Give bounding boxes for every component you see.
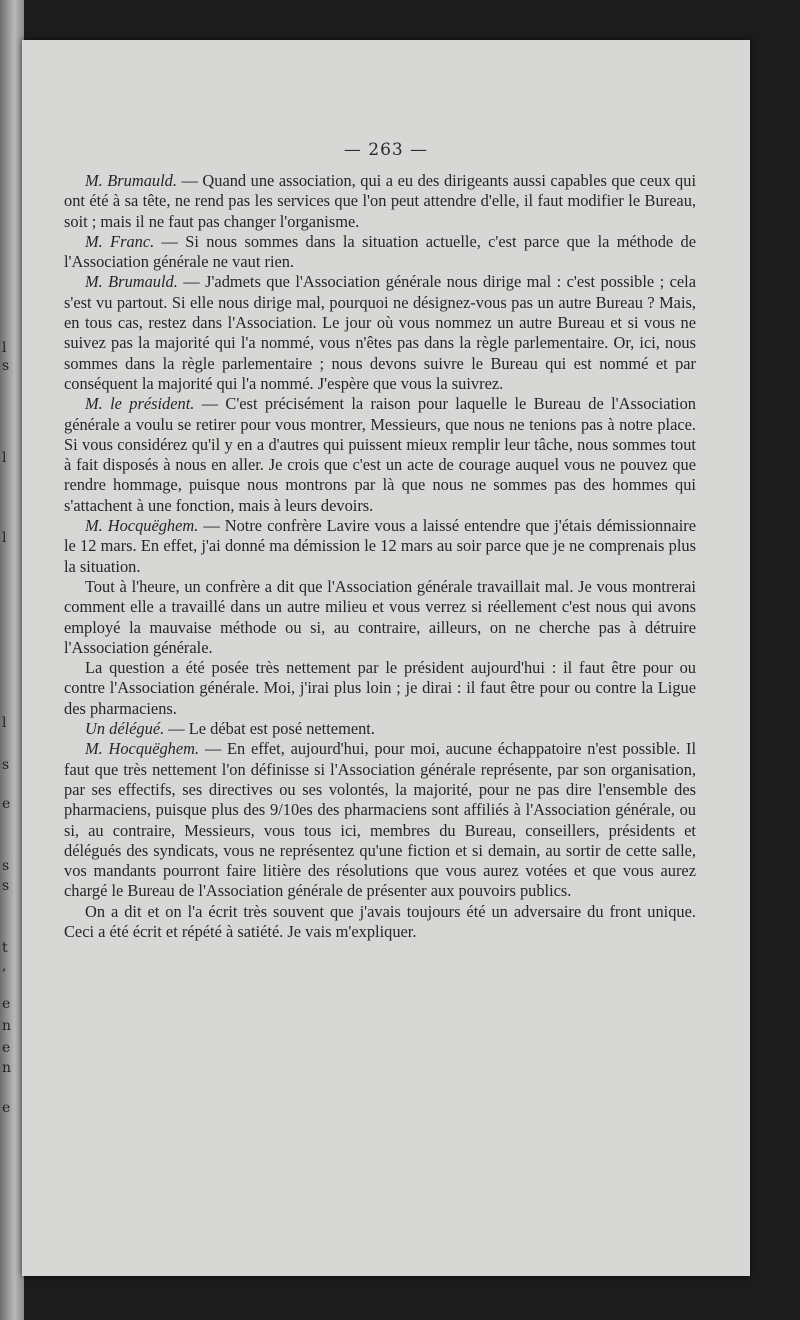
paragraph-text: — C'est précisément la raison pour laquelle le Bureau de l'Association générale a voulu se retirer pour vous montrer, Messieurs, que nous ne tenions pas à notre place. Si vous considérez qu'il y en a d'autres qui puissent mieux remplir leur tâche, nous sommes tout à fait disposés à nous en aller. Je crois que c'est un acte de courage auquel vous ne pouvez que rendre hommage, puisque nous montrons par là que nous ne sommes pas des hommes qui s'attachent à une fonction, mais à leurs devoirs.: [64, 394, 696, 515]
margin-glyph: n: [2, 1018, 12, 1034]
margin-glyph: s: [2, 878, 10, 894]
margin-glyph: s: [2, 358, 10, 374]
margin-glyph: ,: [2, 958, 7, 974]
paragraph-text: Tout à l'heure, un confrère a dit que l'Association générale travaillait mal. Je vous montrerai comment elle a travaillé dans un autre milieu et vous verrez si réellement c'est nous qui avons employé la mauvaise méthode ou si, au contraire, ailleurs, on ne cherche pas à détruire l'Association générale.: [64, 576, 696, 657]
margin-glyph: e: [2, 1100, 11, 1116]
page-number: — 263 —: [343, 140, 429, 160]
body-text: [64, 171, 696, 942]
paragraph: [64, 272, 696, 394]
speaker-name: M. Hocquëghem.: [85, 739, 200, 759]
paragraph: [64, 171, 696, 232]
book-page: [22, 40, 750, 1276]
speaker-name: M. le président.: [85, 394, 195, 414]
paragraph-text: — J'admets que l'Association générale nous dirige mal : c'est possible ; cela s'est vu partout. Si elle nous dirige mal, pourquoi ne désignez-vous pas un autre Bureau ? Mais, en tous cas, restez dans l'Association. Le jour où vous nommez un autre Bureau et si vous ne suivez pas la majorité qui l'a nommé, vous n'êtes pas dans la règle parlementaire. Or, ici, nous sommes dans la règle parlementaire ; nous devons suivre le Bureau qui est nommé et par conséquent la majorité qui l'a nommé. J'espère que vous la suivrez.: [64, 272, 696, 393]
margin-glyph: e: [2, 1040, 11, 1056]
paragraph-text: On a dit et on l'a écrit très souvent que j'avais toujours été un adversaire du front unique. Ceci a été écrit et répété à satiété. Je vais m'expliquer.: [64, 901, 696, 941]
paragraph-text: La question a été posée très nettement par le président aujourd'hui : il faut être pour ou contre l'Association générale. Moi, j'irai plus loin ; je dirai : il faut être pour ou contre la Ligue des pharmaciens.: [64, 658, 696, 718]
paragraph: [64, 577, 696, 658]
paragraph-text: — Quand une association, qui a eu des dirigeants aussi capables que ceux qui ont été à sa tête, ne rend pas les services que l'on peut attendre d'elle, il faut modifier le Bureau, soit ; mais il ne faut pas changer l'organisme.: [64, 171, 696, 231]
paragraph-text: — Si nous sommes dans la situation actuelle, c'est parce que la méthode de l'Association générale ne vaut rien.: [64, 231, 696, 272]
margin-glyph: l: [2, 340, 7, 356]
paragraph: [64, 516, 696, 577]
paragraph-text: — Le débat est posé nettement.: [164, 719, 375, 739]
speaker-name: Un délégué.: [85, 719, 165, 739]
speaker-name: M. Franc.: [85, 231, 155, 251]
margin-glyph: e: [2, 996, 11, 1012]
speaker-name: M. Brumauld.: [85, 272, 178, 292]
margin-glyph: l: [2, 530, 7, 546]
margin-glyph: l: [2, 450, 7, 466]
speaker-name: M. Hocquëghem.: [85, 516, 199, 536]
paragraph: [64, 902, 696, 943]
margin-glyph: n: [2, 1060, 12, 1076]
previous-page-edge: [0, 0, 24, 1320]
paragraph-text: — En effet, aujourd'hui, pour moi, aucune échappatoire n'est possible. Il faut que très nettement l'on définisse si l'Association générale représente, par son organisation, par ses effectifs, ses directives ou ses volontés, la majorité, pour ne pas dire l'ensemble des pharmaciens, puisque plus des 9/10es des pharmaciens sont affiliés à l'Association générale, ou si, au contraire, Messieurs, vous tous ici, membres du Bureau, conseillers, présidents et délégués des syndicats, vous ne représentez qu'une fiction et si demain, au sortir de cette salle, vos mandants pourront faire litière des résolutions que vous aurez votées et que vous aurez chargé le Bureau de l'Association générale de présenter aux pouvoirs publics.: [64, 739, 696, 901]
paragraph-text: — Notre confrère Lavire vous a laissé entendre que j'étais démissionnaire le 12 mars. En effet, j'ai donné ma démission le 12 mars au soir parce que je ne comprenais plus la situation.: [64, 516, 697, 576]
margin-glyph: t: [2, 940, 8, 956]
margin-glyph: s: [2, 757, 10, 773]
paragraph: [64, 658, 696, 719]
paragraph: [64, 232, 696, 273]
paragraph: [64, 739, 696, 901]
paragraph: [64, 394, 696, 516]
speaker-name: M. Brumauld.: [85, 171, 177, 190]
margin-glyph: s: [2, 858, 10, 874]
paragraph: [64, 719, 696, 739]
margin-glyph: e: [2, 796, 11, 812]
margin-glyph: l: [2, 715, 7, 731]
